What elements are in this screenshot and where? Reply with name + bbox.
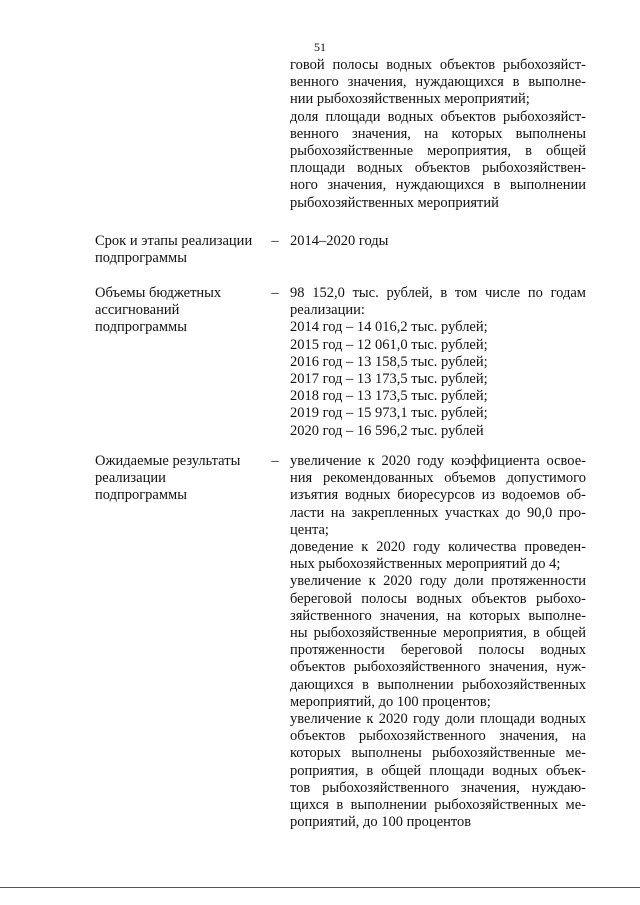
text-line: рыбохозяйственных мероприятий (290, 194, 499, 211)
text-line: венного значения, нуждающихся в выполне- (290, 74, 586, 91)
text-line: 2020 год – 16 596,2 тыс. рублей (290, 422, 484, 439)
text-line: ния рекомендованных объемов допустимого (290, 470, 586, 487)
row-value (290, 453, 586, 831)
text-line: ных рыбохозяйственных мероприятий до 4; (290, 556, 561, 573)
text-line: ного значения, нуждающихся в выполнении (290, 177, 586, 194)
row-label-line: подпрограммы (95, 250, 187, 267)
text-line: 2018 год – 13 173,5 тыс. рублей; (290, 388, 488, 405)
row-label (95, 233, 270, 267)
text-line: которых выполнены рыбохозяйственные ме- (290, 745, 586, 762)
row-label-line: Объемы бюджетных (95, 285, 222, 301)
continuation-text (290, 57, 586, 212)
page-number: 51 (314, 40, 326, 54)
text-line: дающихся в выполнении рыбохозяйственных (290, 676, 586, 693)
text-line: увеличение к 2020 году коэффициента освое- (290, 453, 586, 469)
text-line: ны рыбохозяйственные мероприятия, в общей (290, 625, 586, 642)
text-line: говой полосы водных объектов рыбохозяйст- (290, 57, 586, 73)
row-label (95, 285, 270, 337)
text-line: рыбохозяйственные мероприятия, в общей (290, 143, 586, 160)
text-line: 2016 год – 13 158,5 тыс. рублей; (290, 353, 488, 370)
row-label (95, 453, 270, 505)
text-line: зяйственного значения, на которых выполне- (290, 607, 586, 624)
text-line: увеличение к 2020 году доли площади водных (290, 711, 586, 728)
text-line: береговой полосы водных объектов рыбохо- (290, 590, 586, 607)
bottom-rule (0, 887, 640, 888)
text-line: 2019 год – 15 973,1 тыс. рублей; (290, 405, 488, 422)
text-line: объектов рыбохозяйственного значения, нуж- (290, 659, 586, 676)
text-line: объектов рыбохозяйственного значения, на (290, 728, 586, 745)
row-dash: – (271, 233, 279, 249)
row-label-line: реализации (95, 470, 166, 487)
text-line: площади водных объектов рыбохозяйствен- (290, 160, 586, 177)
text-line: изъятия водных биоресурсов из водоемов об- (290, 487, 586, 504)
row-value (290, 233, 586, 250)
text-line: 2014–2020 годы (290, 233, 389, 249)
text-line: цента; (290, 521, 329, 538)
text-line: 2015 год – 12 061,0 тыс. рублей; (290, 336, 488, 353)
text-line: увеличение к 2020 году доли протяженности (290, 573, 586, 590)
row-label-line: Срок и этапы реализации (95, 233, 253, 249)
row-label-line: подпрограммы (95, 487, 187, 504)
text-line: венного значения, на которых выполнены (290, 125, 586, 142)
text-line: тов рыбохозяйственного значения, нуждаю- (290, 779, 586, 796)
row-label-line: ассигнований (95, 302, 180, 319)
text-line: нии рыбохозяйственных мероприятий; (290, 91, 530, 108)
row-value (290, 285, 586, 440)
text-line: 2014 год – 14 016,2 тыс. рублей; (290, 319, 488, 336)
row-label-line: подпрограммы (95, 319, 187, 336)
text-line: 98 152,0 тыс. рублей, в том числе по годам (290, 285, 586, 301)
text-line: доведение к 2020 году количества проведен- (290, 539, 586, 556)
row-label-line: Ожидаемые результаты (95, 453, 241, 469)
text-line: реализации: (290, 302, 365, 319)
text-line: роприятий, до 100 процентов (290, 814, 472, 831)
row-dash: – (271, 453, 279, 469)
text-line: роприятия, в общей площади водных объек- (290, 762, 586, 779)
row-dash: – (271, 285, 279, 301)
text-line: 2017 год – 13 173,5 тыс. рублей; (290, 371, 488, 388)
text-line: доля площади водных объектов рыбохозяйст- (290, 108, 586, 125)
text-line: щихся в выполнении рыбохозяйственных ме- (290, 797, 586, 814)
text-line: ласти на закрепленных участках до 90,0 про- (290, 504, 586, 521)
text-line: мероприятий, до 100 процентов; (290, 693, 491, 710)
text-line: протяженности береговой полосы водных (290, 642, 586, 659)
